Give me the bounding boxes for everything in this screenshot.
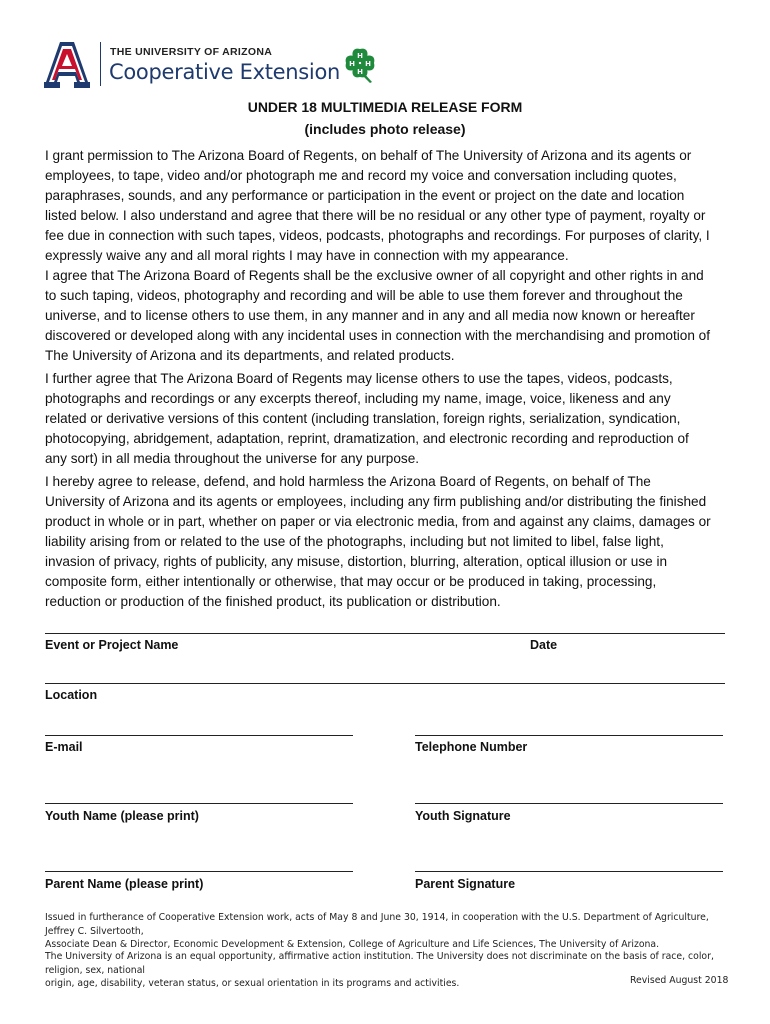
event-name-label: Event or Project Name bbox=[45, 638, 179, 652]
svg-text:H: H bbox=[365, 60, 371, 68]
text-line: discovered or developed along with any incidental uses in connection with the merchandising and promotion of bbox=[45, 328, 710, 343]
youth-name-label: Youth Name (please print) bbox=[45, 809, 199, 823]
text-line: photographs and recordings or any excerpts thereof, including my name, image, voice, likeness and any bbox=[45, 391, 671, 406]
location-label: Location bbox=[45, 688, 98, 702]
location-input-line[interactable] bbox=[45, 683, 725, 684]
form-title: UNDER 18 MULTIMEDIA RELEASE FORM bbox=[247, 99, 523, 115]
footer-line: origin, age, disability, veteran status, or sexual orientation in its programs and activities. bbox=[45, 978, 460, 989]
paragraph-permission bbox=[45, 146, 735, 266]
svg-text:H: H bbox=[349, 60, 355, 68]
text-line: paraphrases, sounds, and any performance or participation in the event or project on the date and location bbox=[45, 188, 685, 203]
text-line: University of Arizona and its agents or employees, including any firm publishing and/or distributing the finished bbox=[45, 494, 707, 509]
youth-signature-line[interactable] bbox=[415, 803, 723, 804]
footer-line: Associate Dean & Director, Economic Development & Extension, College of Agriculture and Life Sciences, The University of Arizona. bbox=[45, 939, 660, 950]
footer-line: Issued in furtherance of Cooperative Extension work, acts of May 8 and June 30, 1914, in cooperation with the U.S. Department of Agriculture, Jeffrey C. Silvertooth, bbox=[45, 912, 709, 937]
parent-name-label: Parent Name (please print) bbox=[45, 877, 204, 891]
parent-signature-line[interactable] bbox=[415, 871, 723, 872]
text-line: The University of Arizona and its departments, and related products. bbox=[45, 348, 455, 363]
phone-input-line[interactable] bbox=[415, 735, 723, 736]
text-line: fee due in connection with such tapes, videos, podcasts, photographs and recordings. For purposes of clarity, I bbox=[45, 228, 710, 243]
revision-date: Revised August 2018 bbox=[630, 975, 729, 986]
svg-text:H: H bbox=[357, 68, 363, 76]
text-line: I agree that The Arizona Board of Regents shall be the exclusive owner of all copyright and other rights in and bbox=[45, 268, 704, 283]
paragraph-license bbox=[45, 369, 735, 469]
text-line: related or derivative versions of this content (including translation, foreign rights, serialization, syndication, bbox=[45, 411, 681, 426]
youth-signature-label: Youth Signature bbox=[415, 809, 511, 823]
paragraph-ownership bbox=[45, 266, 735, 366]
text-line: I grant permission to The Arizona Board of Regents, on behalf of The University of Arizona and its agents or bbox=[45, 148, 692, 163]
text-line: expressly waive any and all moral rights I may have in connection with my appearance. bbox=[45, 248, 569, 263]
parent-signature-label: Parent Signature bbox=[415, 877, 516, 891]
text-line: liability arising from or related to the use of the photographs, including but not limited to libel, false light, bbox=[45, 534, 664, 549]
date-label: Date bbox=[530, 638, 558, 652]
footer-line: The University of Arizona is an equal opportunity, affirmative action institution. The University does not discriminate on the basis of race, color, religion, sex, national bbox=[45, 951, 714, 976]
text-line: employees, to tape, video and/or photograph me and record my voice and conversation including quotes, bbox=[45, 168, 677, 183]
text-line: any sort) in all media throughout the universe for any purpose. bbox=[45, 451, 420, 466]
form-subtitle: (includes photo release) bbox=[304, 121, 466, 137]
university-name: THE UNIVERSITY OF ARIZONA bbox=[110, 46, 273, 58]
footer-issued-statement bbox=[45, 911, 735, 952]
text-line: product in whole or in part, whether on paper or via electronic media, from and against any claims, damages or bbox=[45, 514, 711, 529]
phone-label: Telephone Number bbox=[415, 740, 528, 754]
svg-text:H: H bbox=[357, 52, 363, 60]
text-line: listed below. I also understand and agree that there will be no residual or any other type of payment, royalty or bbox=[45, 208, 706, 223]
text-line: universe, and to license others to use them, in any manner and in any and all media now known or hereafter bbox=[45, 308, 695, 323]
text-line: I further agree that The Arizona Board of Regents may license others to use the tapes, videos, podcasts, bbox=[45, 371, 673, 386]
four-h-clover-icon bbox=[339, 42, 381, 84]
text-line: composite form, either intentionally or otherwise, that may occur or be produced in taking, processing, bbox=[45, 574, 657, 589]
cooperative-extension-wordmark: Cooperative Extension bbox=[109, 60, 340, 84]
text-line: photocopying, abridgement, adaptation, reprint, dramatization, and electronic recording and reproduction of bbox=[45, 431, 689, 446]
parent-name-input-line[interactable] bbox=[45, 871, 353, 872]
text-line: to such taping, videos, photography and recording and will be able to use them forever and throughout the bbox=[45, 288, 683, 303]
youth-name-input-line[interactable] bbox=[45, 803, 353, 804]
logo-divider bbox=[100, 42, 101, 86]
university-of-arizona-a-logo bbox=[44, 40, 90, 88]
text-line: I hereby agree to release, defend, and hold harmless the Arizona Board of Regents, on behalf of The bbox=[45, 474, 651, 489]
email-input-line[interactable] bbox=[45, 735, 353, 736]
text-line: invasion of privacy, rights of publicity, any misuse, distortion, blurring, alteration, optical illusion or use in bbox=[45, 554, 668, 569]
paragraph-release bbox=[45, 472, 735, 612]
event-date-input-line[interactable] bbox=[45, 633, 725, 634]
email-label: E-mail bbox=[45, 740, 83, 754]
text-line: reduction or production of the finished product, its publication or distribution. bbox=[45, 594, 501, 609]
